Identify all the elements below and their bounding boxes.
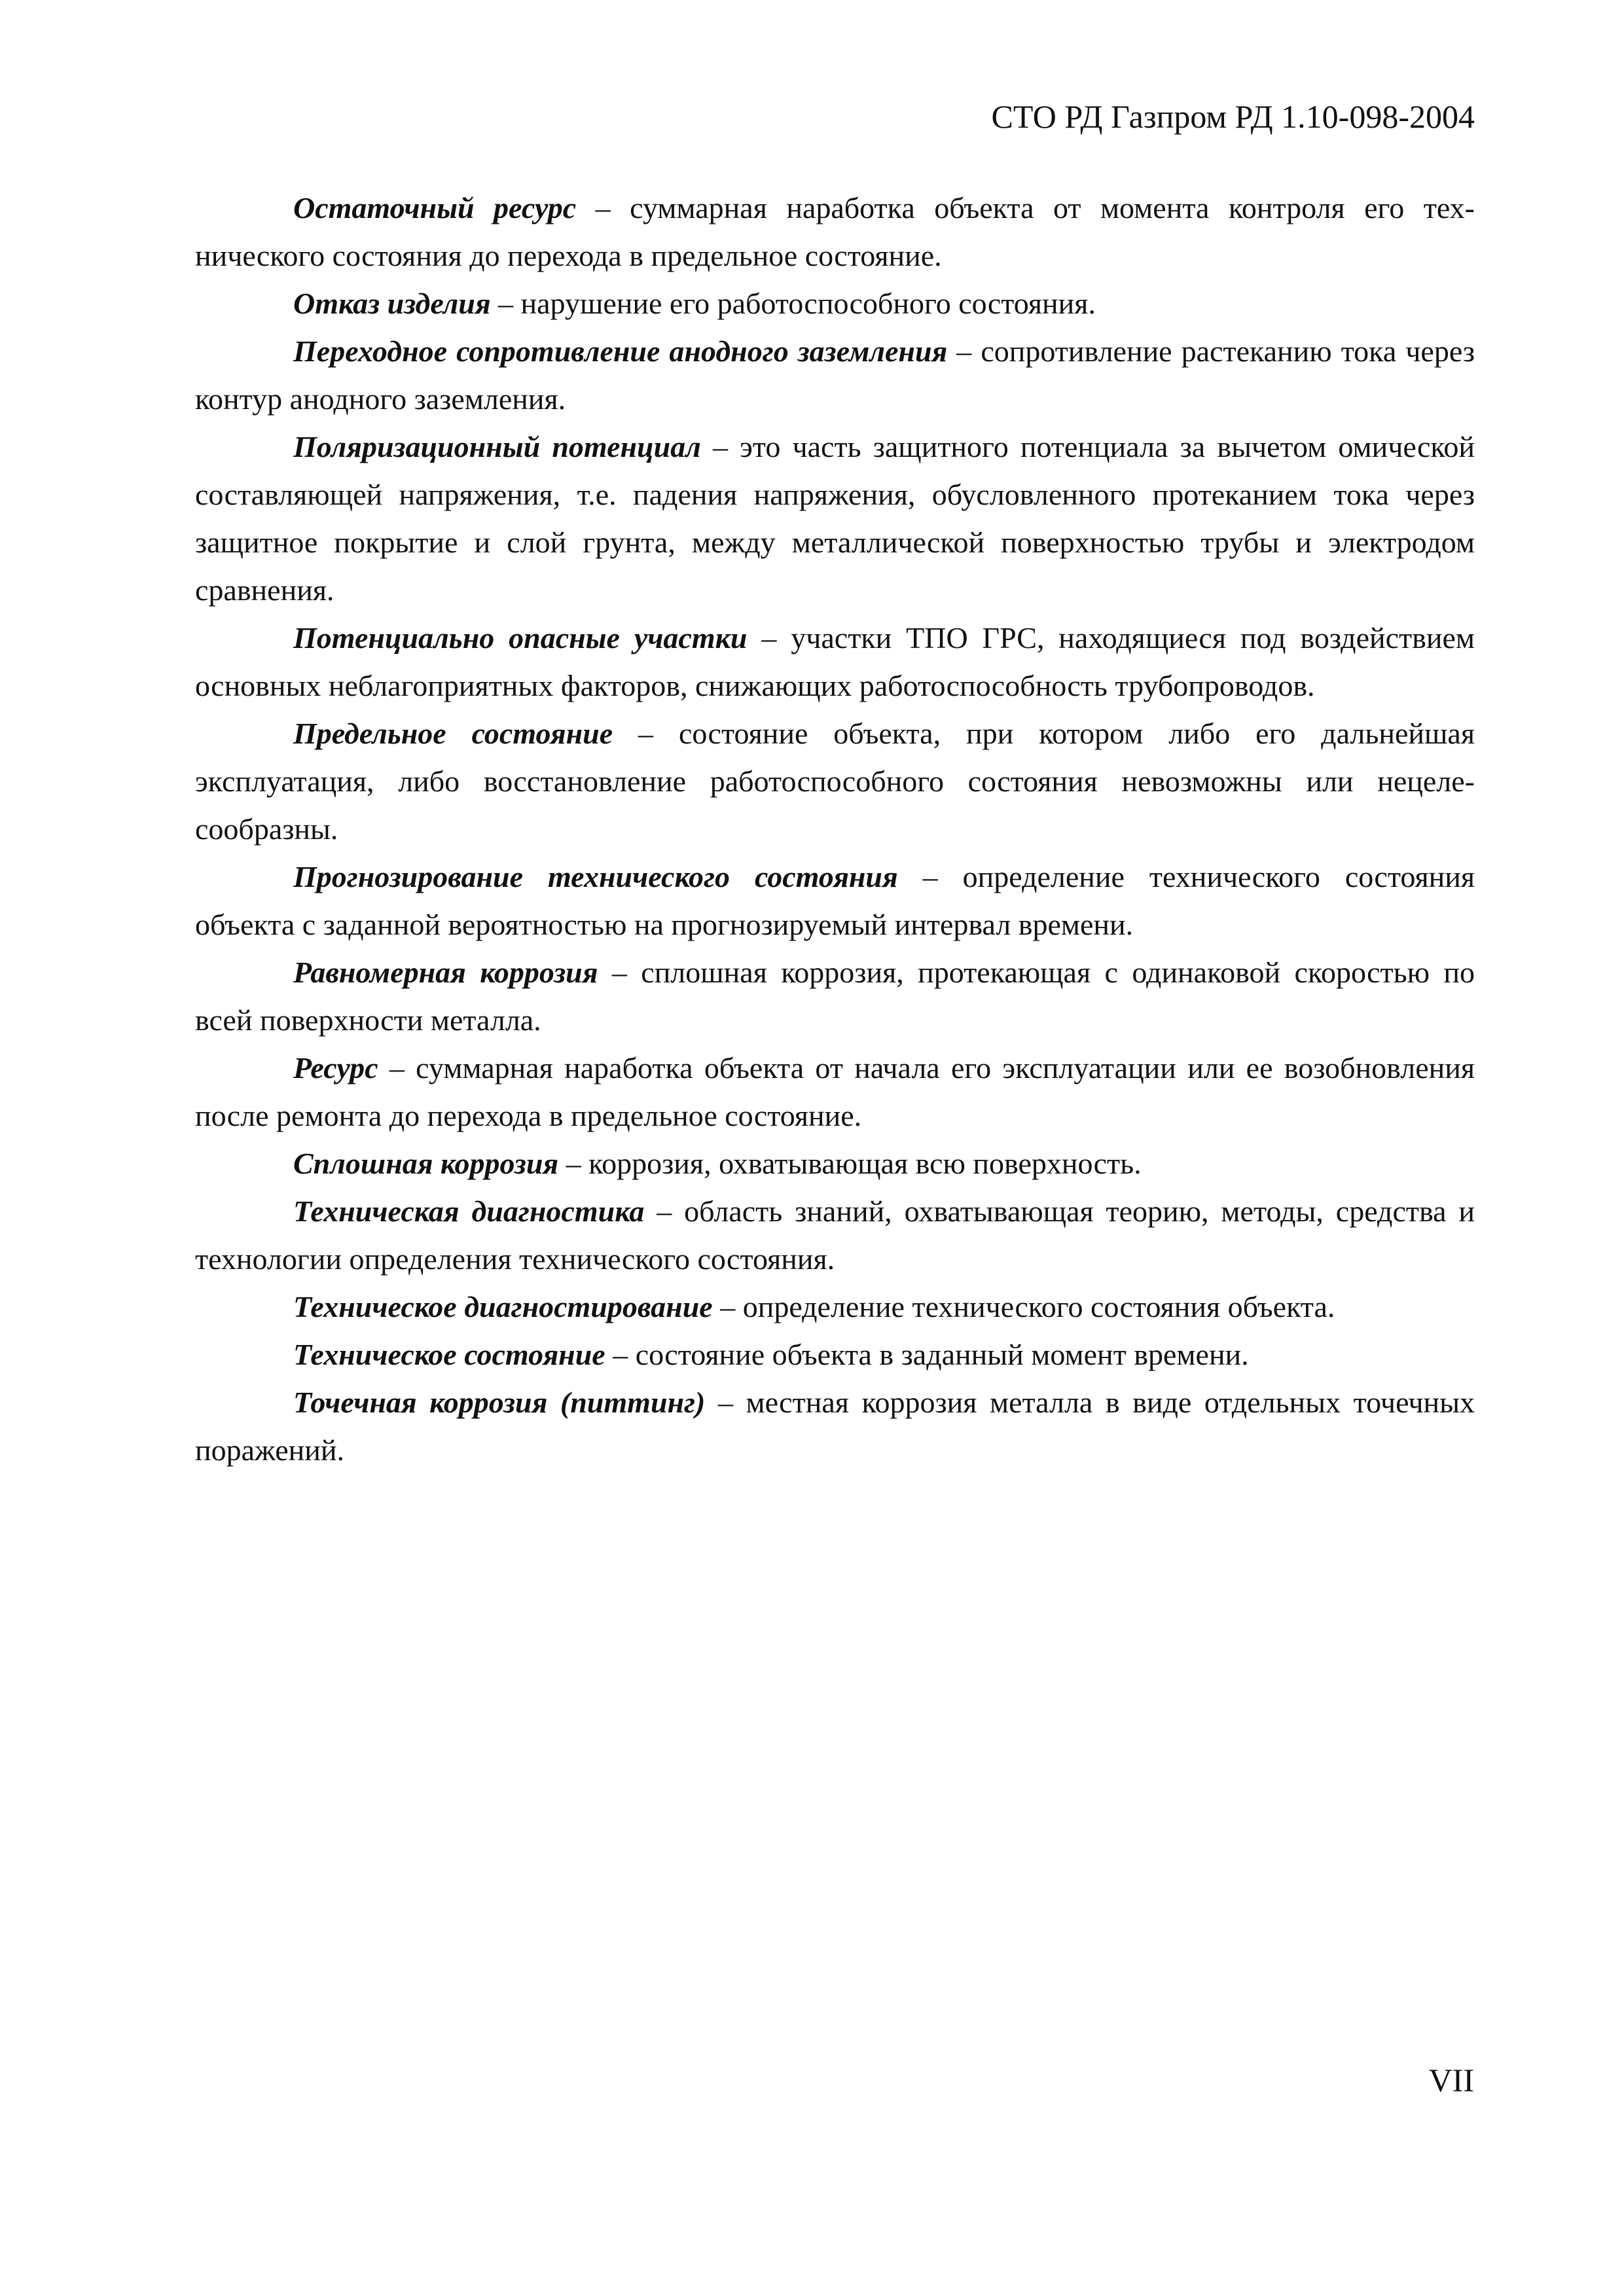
definition-text: – коррозия, охватывающая всю поверхность. [558, 1147, 1142, 1180]
definition-text: – участки ТПО ГРС, находящиеся под воздействием основных неблагоприятных факторов, снижающих работоспособность трубопроводов. [195, 621, 1475, 702]
definition-text: – определение технического состояния объекта. [712, 1290, 1335, 1323]
document-header: СТО РД Газпром РД 1.10-098-2004 [991, 98, 1475, 135]
definition-text: – сплошная коррозия, протекающая с одинаковой скоростью по всей поверхности металла. [195, 956, 1475, 1037]
definition-term: Техническое состояние [293, 1338, 605, 1371]
definition-item [195, 327, 1475, 423]
definition-term: Сплошная коррозия [293, 1147, 559, 1180]
definition-text: – это часть защитного потенциала за вычетом омической составляющей напряжения, т.е. падения напряжения, обусловленного протеканием тока через защитное покрытие и слой грунта, между металлической поверхностью трубы и электродом сравнения. [195, 430, 1475, 607]
definition-text: – местная коррозия металла в виде отдельных точечных поражений. [195, 1386, 1475, 1467]
definition-item [195, 279, 1475, 327]
definition-term: Переходное сопротивление анодного заземления [293, 334, 948, 368]
definition-text: – нарушение его работоспособного состояния. [490, 287, 1096, 320]
definition-item [195, 1187, 1475, 1283]
definition-item [195, 1331, 1475, 1378]
definition-term: Потенциально опасные участки [293, 621, 748, 655]
definition-term: Техническое диагностирование [293, 1290, 713, 1323]
definition-term: Отказ изделия [293, 287, 491, 320]
definition-item [195, 1044, 1475, 1139]
definition-item [195, 1283, 1475, 1331]
page-number: VII [1428, 2062, 1474, 2098]
definition-item [195, 853, 1475, 948]
definition-item [195, 184, 1475, 279]
definition-text: – определение технического состояния объекта с заданной вероятностью на прогнозируемый интервал времени. [195, 860, 1475, 941]
definition-item [195, 709, 1475, 853]
definition-term: Поляризационный потенциал [293, 430, 701, 463]
definition-term: Техническая диагностика [293, 1194, 645, 1228]
definition-item [195, 948, 1475, 1044]
definition-text: – сопротивление растеканию тока через контур анодного заземления. [195, 334, 1475, 416]
definition-term: Ресурс [293, 1051, 378, 1085]
definition-item [195, 1378, 1475, 1474]
definitions-list [195, 184, 1475, 1474]
definition-term: Остаточный ресурс [293, 191, 577, 224]
definition-text: – суммарная наработка объекта от начала его эксплуатации или ее возобновления после ремонта до перехода в предельное состояние. [195, 1051, 1475, 1132]
definition-term: Точечная коррозия (питтинг) [293, 1386, 706, 1419]
definition-term: Предельное состояние [293, 717, 613, 750]
definition-term: Прогнозирование технического состояния [293, 860, 898, 893]
definition-text: – область знаний, охватывающая теорию, методы, средства и технологии определения технического состояния. [195, 1194, 1475, 1276]
definition-text: – состояние объекта в заданный момент времени. [605, 1338, 1249, 1371]
definition-text: – состояние объекта, при котором либо его дальнейшая эксплуатация, либо восстановление работоспособного состояния невозможны или нецелесообразны. [195, 717, 1475, 846]
definition-item [195, 423, 1475, 614]
definition-term: Равномерная коррозия [293, 956, 598, 989]
definition-item [195, 1139, 1475, 1187]
definition-text: – суммарная наработка объекта от момента контроля его технического состояния до перехода в предельное состояние. [195, 191, 1475, 272]
definition-item [195, 614, 1475, 709]
